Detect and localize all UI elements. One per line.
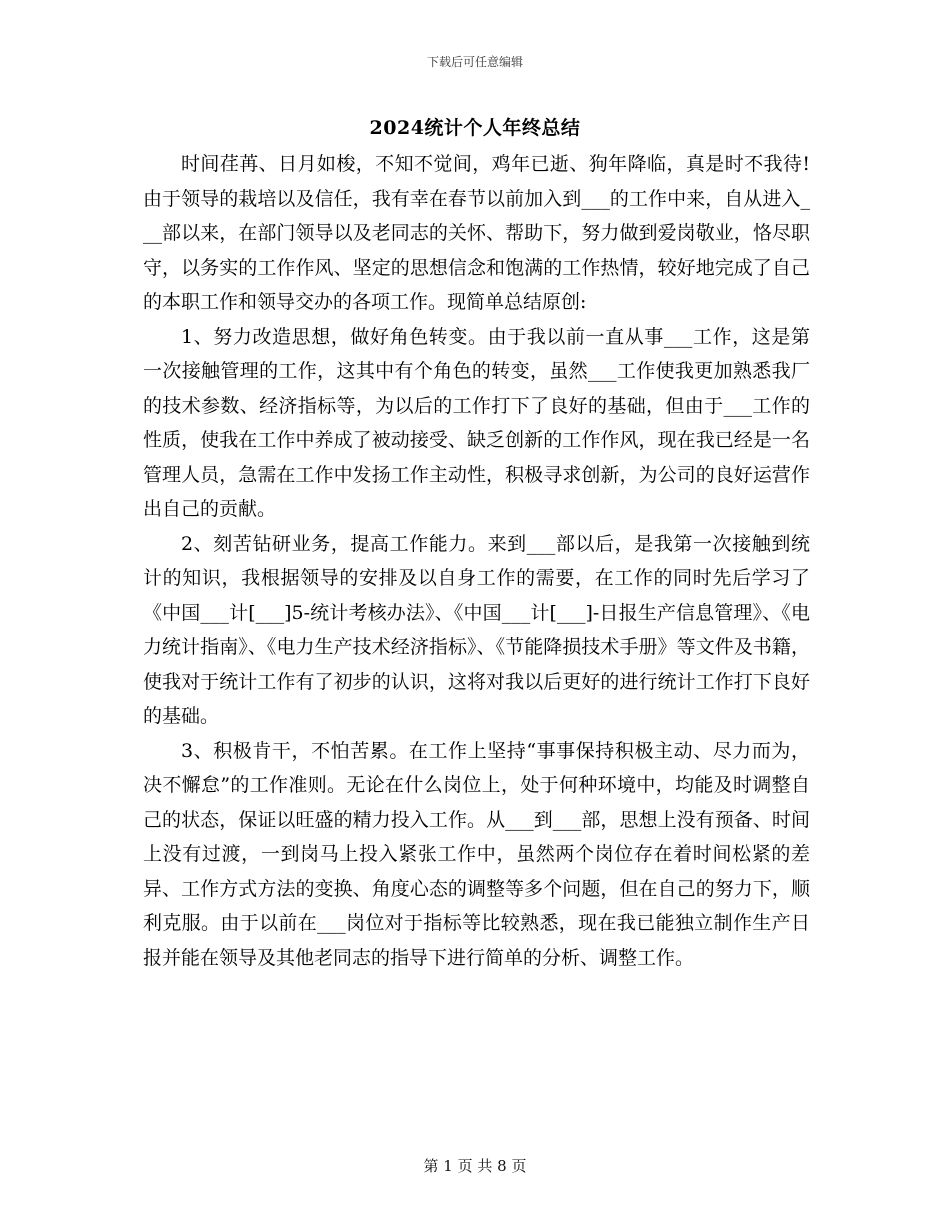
paragraph-point-1: 1、努力改造思想，做好角色转变。由于我以前一直从事___工作，这是第一次接触管理的工作，这其中有个角色的转变，虽然___工作使我更加熟悉我厂的技术参数、经济指标等，为以后的工作打下了良好的基础，但由于___工作的性质，使我在工作中养成了被动接受、缺乏创新的工作作风，现在我已经是一名管理人员，急需在工作中发扬工作主动性，积极寻求创新，为公司的良好运营作出自己的贡献。 bbox=[143, 325, 810, 520]
document-title: 2024统计个人年终总结 bbox=[369, 117, 581, 139]
paragraph-point-2: 2、刻苦钻研业务，提高工作能力。来到___部以后，是我第一次接触到统计的知识，我根据领导的安排及以自身工作的需要，在工作的同时先后学习了《中国___计[___]5-统计考核办法》、《中国___计[___]-日报生产信息管理》、《电力统计指南》、《电力生产技术经济指标》、《节能降损技术手册》等文件及书籍，使我对于统计工作有了初步的认识，这将对我以后更好的进行统计工作打下良好的基础。 bbox=[143, 532, 810, 727]
paragraph-intro: 时间荏苒、日月如梭，不知不觉间，鸡年已逝、狗年降临，真是时不我待!由于领导的栽培以及信任，我有幸在春节以前加入到___的工作中来，自从进入___部以来，在部门领导以及老同志的关怀、帮助下，努力做到爱岗敬业，恪尽职守，以务实的工作作风、坚定的思想信念和饱满的工作热情，较好地完成了自己的本职工作和领导交办的各项工作。现简单总结原创: bbox=[143, 153, 810, 313]
document-body bbox=[143, 147, 810, 975]
page-number: 第 1 页 共 8 页 bbox=[423, 1157, 527, 1175]
page-header-note: 下载后可任意编辑 bbox=[426, 55, 523, 69]
paragraph-point-3: 3、积极肯干，不怕苦累。在工作上坚持“事事保持积极主动、尽力而为，决不懈怠”的工作准则。无论在什么岗位上，处于何种环境中，均能及时调整自己的状态，保证以旺盛的精力投入工作。从___到___部，思想上没有预备、时间上没有过渡，一到岗马上投入紧张工作中，虽然两个岗位存在着时间松紧的差异、工作方式方法的变换、角度心态的调整等多个问题，但在自己的努力下，顺利克服。由于以前在___岗位对于指标等比较熟悉，现在我已能独立制作生产日报并能在领导及其他老同志的指导下进行简单的分析、调整工作。 bbox=[143, 739, 810, 969]
